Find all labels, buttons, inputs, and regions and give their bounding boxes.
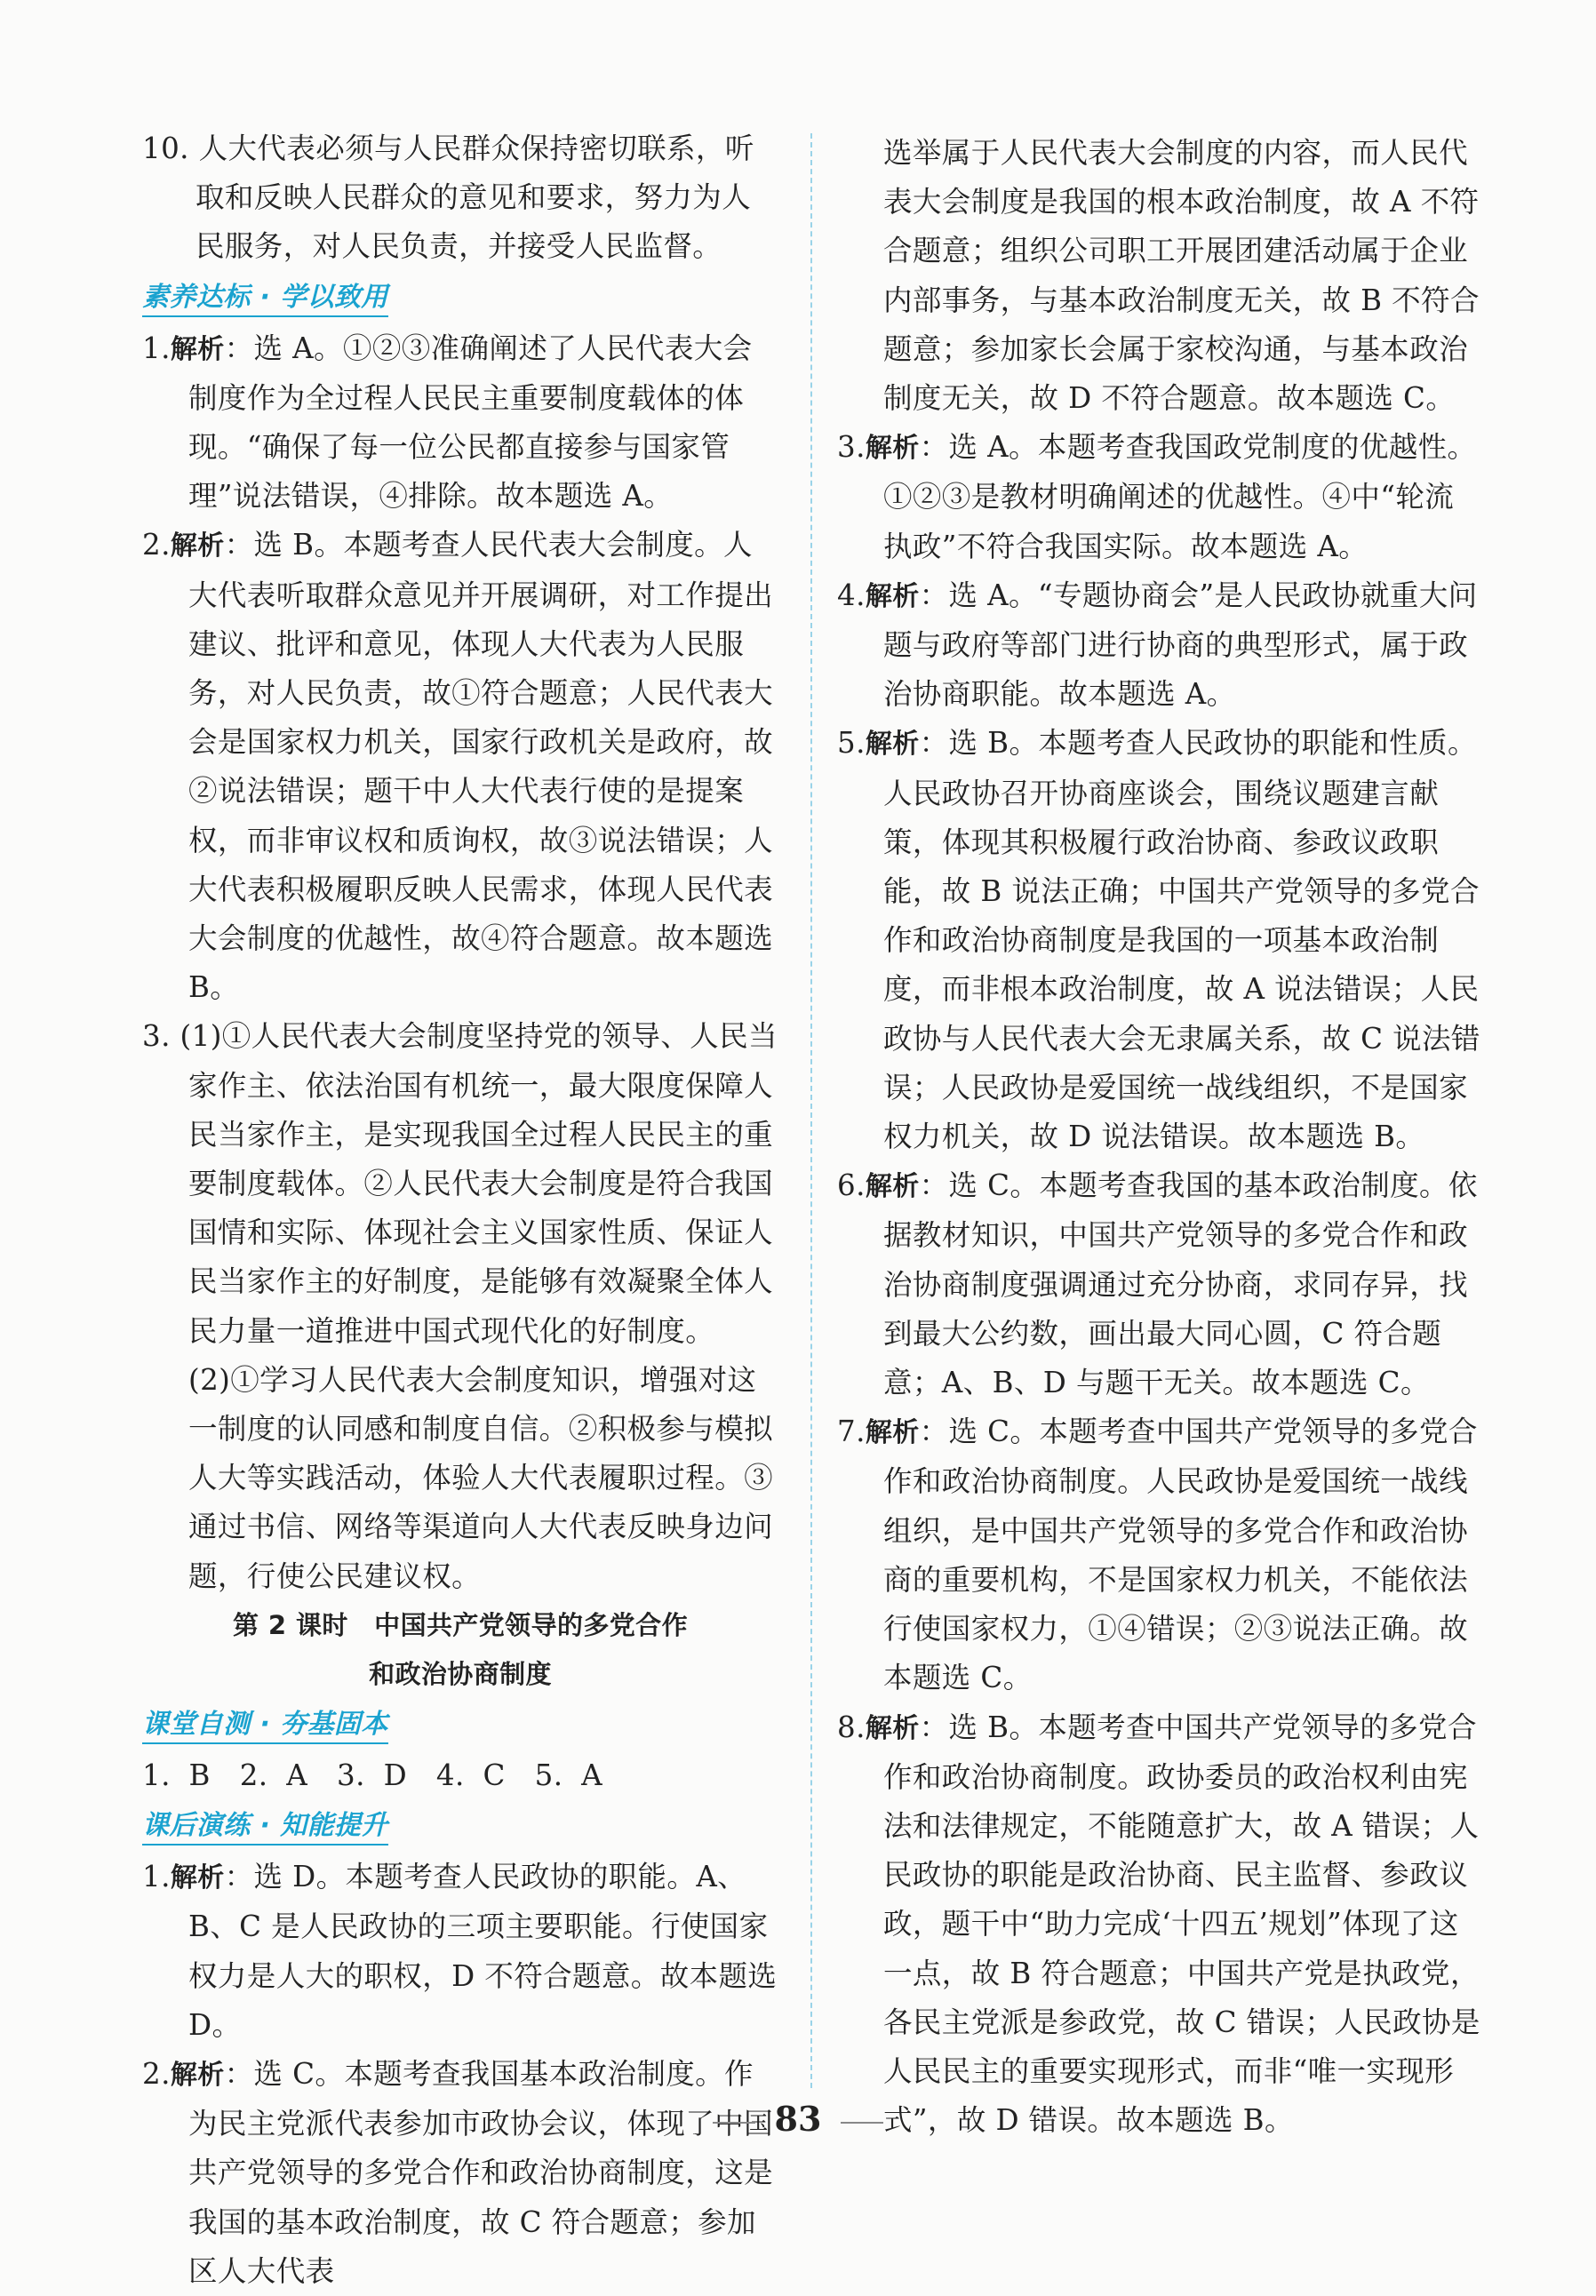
answer-item: 6.解析：选 C。本题考查我国的基本政治制度。依据教材知识，中国共产党领导的多党合作和政治协商制度强调通过充分协商，求同存异，找到最大公约数，画出最大同心圆，C 符合题意；A、B、D 与题干无关。故本题选 C。	[837, 1168, 1478, 1400]
answer-item: 7.解析：选 C。本题考查中国共产党领导的多党合作和政治协商制度。人民政协是爱国统一战线组织，是中国共产党领导的多党合作和政治协商的重要机构，不是国家权力机关，不能依法行使国家权力，①④错误；②③说法正确。故本题选 C。	[837, 1415, 1478, 1695]
answer-item-10: 10. 人大代表必须与人民群众保持密切联系，听取和反映人民群众的意见和要求，努力为人民服务，对人民负责，并接受人民监督。	[142, 132, 754, 264]
answer-item: 5.解析：选 B。本题考查人民政协的职能和性质。人民政协召开协商座谈会，围绕议题建言献策，体现其积极履行政治协商、参政议政职能，故 B 说法正确；中国共产党领导的多党合作和政治协商制度是我国的一项基本政治制度，而非根本政治制度，故 A 说法错误；人民政协与人民代表大会无隶属关系，故 C 说法错误；人民政协是爱国统一战线组织，不是国家权力机关，故 D 说法错误。故本题选 B。	[837, 726, 1480, 1154]
page-number-dash-right	[841, 2122, 883, 2124]
lesson-title-line1: 第 2 课时 中国共产党领导的多党合作	[233, 1609, 688, 1640]
column-divider	[810, 133, 812, 2088]
answer-item: 8.解析：选 B。本题考查中国共产党领导的多党合作和政治协商制度。政协委员的政治权利由宪法和法律规定，不能随意扩大，故 A 错误；人民政协的职能是政治协商、民主监督、参政议政，题干中“助力完成‘十四五’规划”体现了这一点，故 B 符合题意；中国共产党是执政党，各民主党派是参政党，故 C 错误；人民政协是人民民主的重要实现形式，而非“唯一实现形式”，故 D 错误。故本题选 B。	[837, 1710, 1480, 2138]
answer-continuation: 选举属于人民代表大会制度的内容，而人民代表大会制度是我国的根本政治制度，故 A 不符合题意；组织公司职工开展团建活动属于企业内部事务，与基本政治制度无关，故 B 不符合题意；参加家长会属于家校沟通，与基本政治制度无关，故 D 不符合题意。故本题选 C。	[883, 136, 1480, 416]
answer-item-3-part2: (2)①学习人民代表大会制度知识，增强对这一制度的认同感和制度自信。②积极参与模拟人大等实践活动，体验人大代表履职过程。③通过书信、网络等渠道向人大代表反映身边问题，行使公民建议权。	[188, 1362, 774, 1593]
answer-item: 2.解析：选 B。本题考查人民代表大会制度。人大代表听取群众意见并开展调研，对工作提出建议、批评和意见，体现人大代表为人民服务，对人民负责，故①符合题意；人民代表大会是国家权力机关，国家行政机关是政府，故②说法错误；题干中人大代表行使的是提案权，而非审议权和质询权，故③说法错误；人大代表积极履职反映人民需求，体现人民代表大会制度的优越性，故④符合题意。故本题选 B。	[142, 528, 774, 1005]
answer-item: 2.解析：选 C。本题考查我国基本政治制度。作为民主党派代表参加市政协会议，体现了中国共产党领导的多党合作和政治协商制度，这是我国的基本政治制度，故 C 符合题意；参加区人大代表	[142, 2056, 774, 2288]
section-heading-ketang: 课堂自测 · 夯基固本	[142, 1707, 388, 1744]
answer-item: 1.解析：选 A。①②③准确阐述了人民代表大会制度作为全过程人民民主重要制度载体的体现。“确保了每一位公民都直接参与国家管理”说法错误，④排除。故本题选 A。	[142, 331, 753, 514]
answer-item: 4.解析：选 A。“专题协商会”是人民政协就重大问题与政府等部门进行协商的典型形式，属于政治协商职能。故本题选 A。	[837, 578, 1478, 712]
right-column	[837, 129, 1480, 2145]
lesson-title	[142, 1601, 778, 1699]
lesson-title-line2: 和政治协商制度	[369, 1658, 552, 1689]
left-column	[142, 124, 778, 2296]
page-number-dash-left	[713, 2122, 755, 2124]
answer-item: 1.解析：选 D。本题考查人民政协的职能。A、B、C 是人民政协的三项主要职能。行使国家权力是人大的职权，D 不符合题意。故本题选 D。	[142, 1860, 778, 2042]
section-heading-kehou: 课后演练 · 知能提升	[142, 1808, 388, 1846]
quick-answers: 1. B 2. A 3. D 4. C 5. A	[142, 1758, 603, 1792]
page-number: 83	[0, 2099, 1596, 2139]
answer-item-3-part1: 3. (1)①人民代表大会制度坚持党的领导、人民当家作主、依法治国有机统一，最大限度保障人民当家作主，是实现我国全过程人民民主的重要制度载体。②人民代表大会制度是符合我国国情和实际、体现社会主义国家性质、保证人民当家作主的好制度，是能够有效凝聚全体人民力量一道推进中国式现代化的好制度。	[142, 1019, 778, 1348]
section-heading-suyang: 素养达标 · 学以致用	[142, 280, 388, 317]
answer-item: 3.解析：选 A。本题考查我国政党制度的优越性。①②③是教材明确阐述的优越性。④中“轮流执政”不符合我国实际。故本题选 A。	[837, 430, 1477, 563]
